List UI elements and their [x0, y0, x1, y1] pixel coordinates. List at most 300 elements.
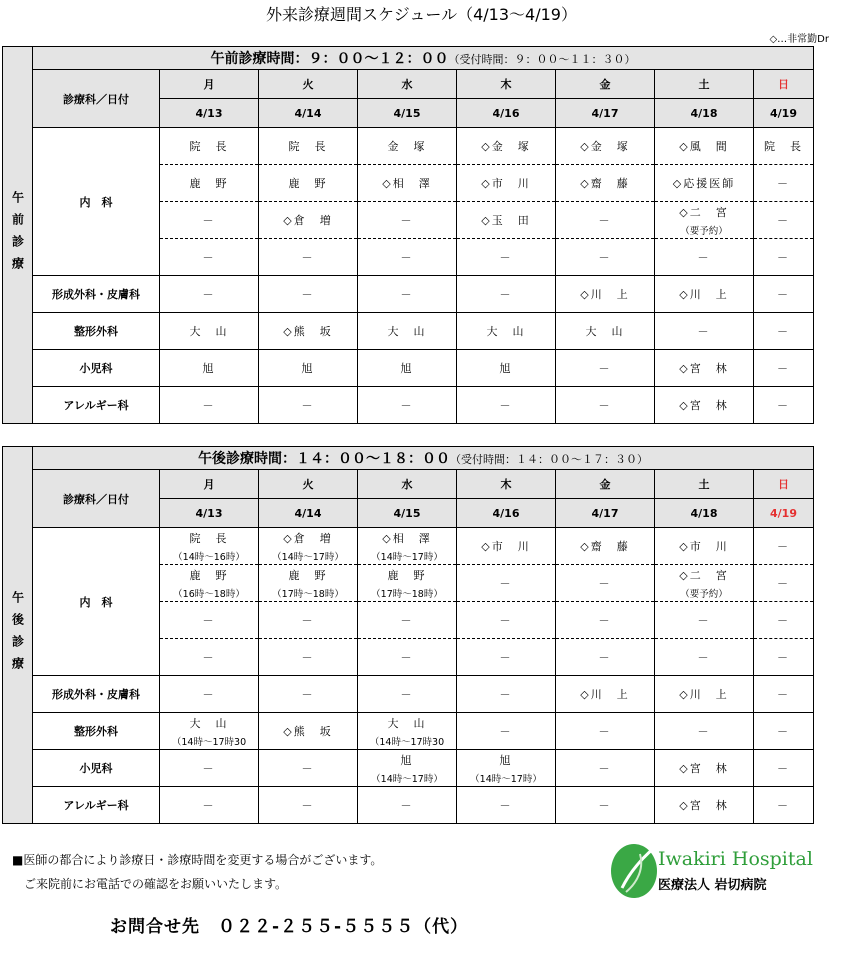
doctor-name: － — [777, 688, 790, 701]
schedule-cell — [556, 787, 655, 824]
doctor-name: ◇川 上 — [580, 688, 630, 701]
doctor-name: 大 山 — [387, 716, 427, 730]
doctor-name: － — [301, 399, 315, 412]
schedule-cell — [556, 128, 655, 165]
doctor-name: － — [598, 251, 612, 264]
schedule-cell — [457, 165, 556, 202]
doctor-name: － — [301, 799, 315, 812]
session-hours — [33, 447, 814, 470]
schedule-cell — [655, 313, 754, 350]
schedule-cell — [259, 565, 358, 602]
table-row — [3, 276, 814, 313]
doctor-name: － — [777, 762, 790, 775]
schedule-cell — [160, 528, 259, 565]
doctor-name: － — [400, 399, 414, 412]
time-note: （17時～18時） — [272, 588, 344, 600]
schedule-cell — [457, 787, 556, 824]
table-row — [3, 750, 814, 787]
schedule-cell — [160, 165, 259, 202]
schedule-cell — [358, 713, 457, 750]
schedule-cell — [259, 165, 358, 202]
doctor-name: － — [301, 762, 315, 775]
schedule-cell — [358, 676, 457, 713]
schedule-cell — [358, 350, 457, 387]
schedule-cell — [259, 239, 358, 276]
date-header: 4/15 — [358, 99, 457, 128]
doctor-name: 旭 — [499, 753, 513, 767]
schedule-cell — [754, 713, 814, 750]
schedule-cell — [457, 276, 556, 313]
doctor-name: － — [301, 251, 315, 264]
doctor-name: － — [697, 614, 711, 627]
doctor-name: － — [301, 614, 315, 627]
schedule-cell — [160, 387, 259, 424]
date-header: 4/18 — [655, 499, 754, 528]
schedule-cell — [556, 165, 655, 202]
schedule-cell — [160, 787, 259, 824]
schedule-cell — [457, 602, 556, 639]
date-header: 4/18 — [655, 99, 754, 128]
schedule-cell — [556, 676, 655, 713]
schedule-cell — [457, 128, 556, 165]
schedule-cell — [358, 276, 457, 313]
doctor-name: － — [202, 614, 216, 627]
schedule-cell — [160, 128, 259, 165]
schedule-cell — [160, 350, 259, 387]
doctor-name: 旭 — [400, 362, 414, 375]
schedule-cell — [754, 639, 814, 676]
schedule-cell — [259, 528, 358, 565]
logo-english-name: Iwakiri Hospital — [658, 848, 813, 870]
schedule-cell — [358, 202, 457, 239]
schedule-cell — [160, 602, 259, 639]
doctor-name: ◇倉 増 — [283, 214, 333, 227]
schedule-cell — [655, 602, 754, 639]
doctor-name: － — [400, 251, 414, 264]
schedule-cell — [754, 750, 814, 787]
schedule-cell — [556, 202, 655, 239]
hours-text: 午前診療時間：９：００～１２：００ — [210, 51, 449, 67]
date-header: 4/17 — [556, 499, 655, 528]
schedule-cell — [556, 276, 655, 313]
doctor-name: － — [301, 288, 315, 301]
doctor-name: － — [499, 688, 513, 701]
schedule-cell — [556, 639, 655, 676]
hours-text: 午後診療時間：１４：００～１８：００ — [198, 451, 450, 467]
table-row — [3, 528, 814, 565]
schedule-cell — [457, 750, 556, 787]
doctor-name: － — [777, 651, 790, 664]
schedule-cell — [754, 165, 814, 202]
doctor-name: － — [777, 725, 790, 738]
doctor-name: － — [301, 651, 315, 664]
doctor-name: ◇熊 坂 — [283, 325, 333, 338]
schedule-cell — [160, 676, 259, 713]
doctor-name: － — [777, 362, 790, 375]
doctor-name: － — [499, 288, 513, 301]
schedule-cell — [358, 750, 457, 787]
doctor-name: － — [598, 362, 612, 375]
doctor-name: － — [777, 325, 790, 338]
schedule-cell — [754, 276, 814, 313]
schedule-cell — [754, 602, 814, 639]
schedule-cell — [358, 639, 457, 676]
schedule-cell — [754, 676, 814, 713]
schedule-cell — [457, 713, 556, 750]
day-header: 金 — [556, 70, 655, 99]
schedule-cell — [754, 387, 814, 424]
schedule-cell — [259, 350, 358, 387]
doctor-name: 院 長 — [189, 140, 229, 153]
doctor-name: ◇川 上 — [580, 288, 630, 301]
schedule-cell — [754, 350, 814, 387]
doctor-name: － — [301, 688, 315, 701]
schedule-cell — [655, 787, 754, 824]
doctor-name: － — [777, 214, 790, 227]
time-note: （14時～17時30 — [369, 736, 445, 748]
doctor-name: － — [400, 214, 414, 227]
doctor-name: － — [777, 177, 790, 190]
schedule-cell — [259, 750, 358, 787]
doctor-name: ◇熊 坂 — [283, 725, 333, 738]
doctor-name: ◇宮 林 — [679, 799, 729, 812]
doctor-name: － — [202, 399, 216, 412]
schedule-cell — [259, 202, 358, 239]
page-title: 外来診療週間スケジュール（4/13～4/19） — [266, 5, 577, 24]
schedule-cell — [754, 787, 814, 824]
legend-note: ◇…非常勤Dr — [769, 34, 829, 45]
dept-name: 内 科 — [33, 128, 160, 276]
note-line: ■医師の都合により診療日・診療時間を変更する場合がございます。 — [12, 853, 383, 867]
schedule-cell — [754, 202, 814, 239]
schedule-cell — [556, 565, 655, 602]
doctor-name: ◇齋 藤 — [580, 540, 630, 553]
doctor-name: ◇二 宮 — [679, 205, 729, 219]
schedule-cell — [259, 787, 358, 824]
schedule-cell — [457, 676, 556, 713]
schedule-cell — [358, 165, 457, 202]
schedule-cell — [754, 239, 814, 276]
schedule-cell — [358, 602, 457, 639]
doctor-name: － — [598, 725, 612, 738]
dept-name: 形成外科・皮膚科 — [33, 676, 160, 713]
schedule-cell — [655, 276, 754, 313]
doctor-name: ◇市 川 — [481, 540, 531, 553]
reception-text: （受付時間：９：００～１１：３０） — [448, 53, 636, 66]
doctor-name: － — [400, 614, 414, 627]
schedule-cell — [457, 202, 556, 239]
doctor-name: ◇金 塚 — [481, 140, 531, 153]
note-line: ご来院前にお電話での確認をお願いいたします。 — [12, 877, 288, 891]
logo-japanese-name: 医療法人 岩切病院 — [658, 878, 767, 893]
dept-name: アレルギー科 — [33, 787, 160, 824]
schedule-cell — [556, 602, 655, 639]
doctor-name: － — [598, 799, 612, 812]
schedule-cell — [457, 528, 556, 565]
doctor-name: － — [202, 214, 216, 227]
doctor-name: － — [202, 651, 216, 664]
session-label: 午後診療 — [3, 447, 33, 824]
schedule-cell — [457, 239, 556, 276]
doctor-name: 大 山 — [387, 325, 427, 338]
schedule-cell — [457, 313, 556, 350]
doctor-name: － — [499, 651, 513, 664]
schedule-cell — [358, 565, 457, 602]
schedule-cell — [754, 313, 814, 350]
table-row — [3, 676, 814, 713]
doctor-name: 旭 — [400, 753, 414, 767]
day-header: 日 — [754, 70, 814, 99]
day-header: 月 — [160, 470, 259, 499]
doctor-name: － — [499, 251, 513, 264]
hours-row — [3, 447, 814, 470]
table-row — [3, 713, 814, 750]
schedule-cell — [655, 676, 754, 713]
date-header: 4/16 — [457, 499, 556, 528]
table-row — [3, 313, 814, 350]
doctor-name: 旭 — [301, 362, 315, 375]
doctor-name: － — [400, 688, 414, 701]
date-header: 4/17 — [556, 99, 655, 128]
schedule-cell — [259, 313, 358, 350]
date-header: 4/13 — [160, 99, 259, 128]
schedule-cell — [655, 239, 754, 276]
schedule-cell — [160, 750, 259, 787]
doctor-name: ◇玉 田 — [481, 214, 531, 227]
doctor-name: ◇宮 林 — [679, 399, 729, 412]
doctor-name: － — [400, 288, 414, 301]
date-header: 4/19 — [754, 99, 814, 128]
date-header: 4/14 — [259, 99, 358, 128]
schedule-cell — [358, 128, 457, 165]
doctor-name: ◇二 宮 — [679, 568, 729, 582]
day-header: 月 — [160, 70, 259, 99]
time-note: （要予約） — [680, 588, 728, 600]
doctor-name: － — [499, 577, 513, 590]
table-row — [3, 787, 814, 824]
schedule-cell — [259, 128, 358, 165]
schedule-cell — [358, 313, 457, 350]
date-header: 4/19 — [754, 499, 814, 528]
schedule-cell — [655, 202, 754, 239]
dept-name: 小児科 — [33, 350, 160, 387]
doctor-name: ◇倉 増 — [283, 531, 333, 545]
doctor-name: － — [598, 399, 612, 412]
doctor-name: － — [202, 762, 216, 775]
schedule-cell — [556, 313, 655, 350]
doctor-name: － — [777, 251, 790, 264]
doctor-name: 鹿 野 — [387, 568, 427, 582]
day-header: 木 — [457, 70, 556, 99]
doctor-name: － — [777, 540, 790, 553]
hours-row — [3, 47, 814, 70]
doctor-name: ◇宮 林 — [679, 762, 729, 775]
doctor-name: 大 山 — [585, 325, 625, 338]
date-header: 4/16 — [457, 99, 556, 128]
doctor-name: － — [697, 325, 711, 338]
schedule-cell — [160, 313, 259, 350]
time-note: （14時～17時30 — [171, 736, 247, 748]
doctor-name: 鹿 野 — [288, 177, 328, 190]
doctor-name: 大 山 — [189, 325, 229, 338]
schedule-cell — [358, 239, 457, 276]
dept-name: 形成外科・皮膚科 — [33, 276, 160, 313]
doctor-name: ◇齋 藤 — [580, 177, 630, 190]
doctor-name: 院 長 — [189, 531, 229, 545]
doctor-name: － — [697, 651, 711, 664]
doctor-name: 院 長 — [288, 140, 328, 153]
day-header: 木 — [457, 470, 556, 499]
date-header: 4/14 — [259, 499, 358, 528]
hospital-logo — [610, 842, 816, 902]
schedule-cell — [160, 276, 259, 313]
doctor-name: ◇相 澤 — [382, 177, 432, 190]
session-label: 午前診療 — [3, 47, 33, 424]
schedule-cell — [556, 350, 655, 387]
schedule-cell — [160, 239, 259, 276]
dept-name: 整形外科 — [33, 313, 160, 350]
contact-phone: お問合せ先 ０２２-２５５-５５５５（代） — [110, 917, 469, 937]
doctor-name: － — [598, 214, 612, 227]
doctor-name: － — [598, 577, 612, 590]
schedule-cell — [754, 565, 814, 602]
time-note: （14時～17時） — [371, 551, 443, 563]
doctor-name: ◇川 上 — [679, 688, 729, 701]
doctor-name: － — [499, 399, 513, 412]
schedule-cell — [259, 676, 358, 713]
doctor-name: 院 長 — [764, 140, 803, 153]
schedule-cell — [556, 528, 655, 565]
schedule-cell — [655, 350, 754, 387]
schedule-cell — [259, 387, 358, 424]
doctor-name: 鹿 野 — [288, 568, 328, 582]
doctor-name: 鹿 野 — [189, 568, 229, 582]
doctor-name: － — [400, 799, 414, 812]
doctor-name: 金 塚 — [387, 140, 427, 153]
doctor-name: － — [777, 577, 790, 590]
doctor-name: － — [777, 288, 790, 301]
schedule-cell — [556, 713, 655, 750]
doctor-name: － — [499, 799, 513, 812]
schedule-cell — [556, 750, 655, 787]
morning-schedule-table — [2, 46, 814, 424]
doctor-name: － — [598, 651, 612, 664]
session-hours — [33, 47, 814, 70]
day-header: 日 — [754, 470, 814, 499]
dept-name: アレルギー科 — [33, 387, 160, 424]
schedule-cell — [457, 565, 556, 602]
doctor-name: ◇市 川 — [679, 540, 729, 553]
dept-date-header: 診療科／日付 — [33, 470, 160, 528]
schedule-cell — [655, 528, 754, 565]
doctor-name: － — [777, 799, 790, 812]
day-header: 水 — [358, 470, 457, 499]
reception-text: （受付時間：１４：００～１７：３０） — [450, 453, 648, 466]
doctor-name: － — [598, 762, 612, 775]
schedule-cell — [160, 713, 259, 750]
time-note: （14時～16時） — [173, 551, 245, 563]
time-note: （17時～18時） — [371, 588, 443, 600]
schedule-cell — [655, 165, 754, 202]
schedule-cell — [358, 528, 457, 565]
time-note: （要予約） — [680, 225, 728, 237]
time-note: （14時～17時） — [272, 551, 344, 563]
date-header: 4/15 — [358, 499, 457, 528]
dept-name: 整形外科 — [33, 713, 160, 750]
notes — [12, 848, 382, 896]
schedule-cell — [457, 387, 556, 424]
doctor-name: 大 山 — [486, 325, 526, 338]
schedule-cell — [259, 602, 358, 639]
time-note: （16時～18時） — [173, 588, 245, 600]
schedule-cell — [259, 276, 358, 313]
doctor-name: － — [777, 399, 790, 412]
schedule-cell — [358, 787, 457, 824]
doctor-name: 旭 — [202, 362, 216, 375]
table-row — [3, 387, 814, 424]
time-note: （14時～17時） — [470, 773, 542, 785]
schedule-cell — [259, 713, 358, 750]
doctor-name: ◇相 澤 — [382, 531, 432, 545]
schedule-cell — [655, 565, 754, 602]
doctor-name: ◇応援医師 — [672, 177, 736, 190]
day-header: 金 — [556, 470, 655, 499]
schedule-cell — [655, 713, 754, 750]
doctor-name: － — [697, 251, 711, 264]
doctor-name: ◇金 塚 — [580, 140, 630, 153]
doctor-name: － — [400, 651, 414, 664]
afternoon-schedule-table — [2, 446, 814, 824]
doctor-name: ◇風 間 — [679, 140, 729, 153]
doctor-name: 鹿 野 — [189, 177, 229, 190]
schedule-cell — [754, 528, 814, 565]
schedule-cell — [259, 639, 358, 676]
schedule-cell — [160, 639, 259, 676]
schedule-cell — [457, 350, 556, 387]
schedule-cell — [160, 202, 259, 239]
doctor-name: ◇川 上 — [679, 288, 729, 301]
doctor-name: 大 山 — [189, 716, 229, 730]
schedule-cell — [655, 128, 754, 165]
doctor-name: － — [777, 614, 790, 627]
day-header: 水 — [358, 70, 457, 99]
schedule-cell — [556, 387, 655, 424]
schedule-cell — [457, 639, 556, 676]
table-row — [3, 350, 814, 387]
time-note: （14時～17時） — [371, 773, 443, 785]
doctor-name: － — [202, 688, 216, 701]
schedule-cell — [655, 750, 754, 787]
day-header: 火 — [259, 470, 358, 499]
dept-name: 小児科 — [33, 750, 160, 787]
day-header: 火 — [259, 70, 358, 99]
dept-date-header: 診療科／日付 — [33, 70, 160, 128]
doctor-name: － — [697, 725, 711, 738]
schedule-cell — [556, 239, 655, 276]
dept-name: 内 科 — [33, 528, 160, 676]
doctor-name: － — [499, 614, 513, 627]
day-row — [3, 470, 814, 499]
logo-leaf-icon — [610, 842, 662, 900]
schedule-cell — [754, 128, 814, 165]
doctor-name: － — [202, 251, 216, 264]
doctor-name: ◇市 川 — [481, 177, 531, 190]
doctor-name: － — [202, 799, 216, 812]
doctor-name: － — [499, 725, 513, 738]
date-header: 4/13 — [160, 499, 259, 528]
day-row — [3, 70, 814, 99]
table-row — [3, 128, 814, 165]
